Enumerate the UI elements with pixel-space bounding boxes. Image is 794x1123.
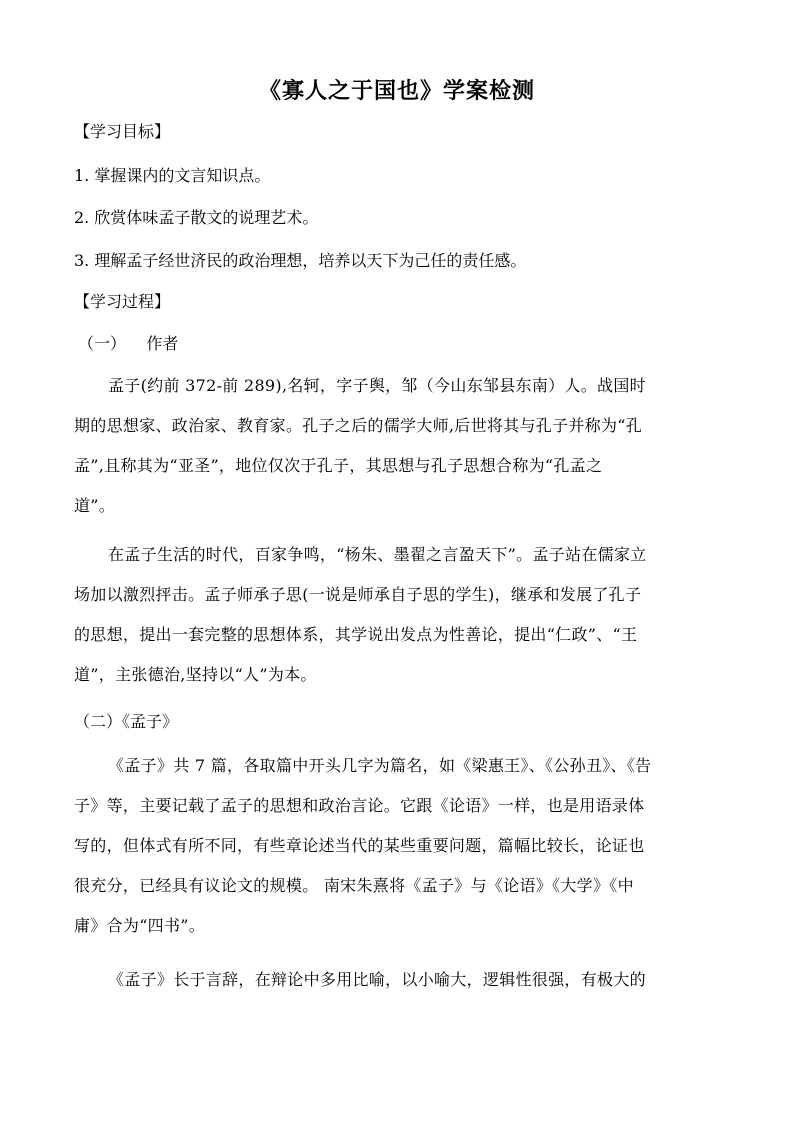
text-line: 的思想，提出一套完整的思想体系，其学说出发点为性善论，提出“仁政”、“王 — [74, 625, 638, 644]
objective-item-1: 1. 掌握课内的文言知识点。 — [74, 166, 271, 185]
section2-paragraph-1 — [74, 746, 722, 946]
objectives-heading: 【学习目标】 — [74, 122, 171, 141]
text-line: 场加以激烈抨击。孟子师承子思(一说是师承自子思的学生)，继承和发展了孔子 — [74, 585, 642, 604]
section2-paragraph-2 — [74, 960, 722, 1000]
process-heading: 【学习过程】 — [74, 292, 171, 311]
section1-heading: （一） 作者 — [78, 334, 179, 353]
objective-item-3: 3. 理解孟子经世济民的政治理想，培养以天下为己任的责任感。 — [74, 251, 527, 270]
text-line: 孟”,且称其为“亚圣”，地位仅次于孔子，其思想与孔子思想合称为“孔孟之 — [74, 456, 603, 475]
text-line: 在孟子生活的时代，百家争鸣，“杨朱、墨翟之言盈天下”。孟子站在儒家立 — [108, 545, 647, 564]
text-line: 《孟子》长于言辞，在辩论中多用比喻，以小喻大，逻辑性很强，有极大的 — [108, 970, 646, 989]
section2-heading: （二）《孟子》 — [74, 712, 179, 731]
text-line: 孟子(约前 372-前 289),名轲，字子舆，邹（今山东邹县东南）人。战国时 — [108, 376, 646, 395]
text-line: 很充分，已经具有议论文的规模。 南宋朱熹将《孟子》与《论语》《大学》《中 — [74, 876, 634, 895]
text-line: 期的思想家、政治家、教育家。孔子之后的儒学大师,后世将其与孔子并称为“孔 — [74, 416, 643, 435]
section1-paragraph-2 — [74, 535, 722, 695]
text-line: 子》等，主要记载了孟子的思想和政治言论。它跟《论语》一样，也是用语录体 — [74, 796, 645, 815]
objective-item-2: 2. 欣赏体味孟子散文的说理艺术。 — [74, 208, 319, 227]
text-line: 道”，主张德治,坚持以“人”为本。 — [74, 665, 317, 684]
text-line: 写的，但体式有所不同，有些章论述当代的某些重要问题，篇幅比较长，论证也 — [74, 836, 645, 855]
text-line: 庸》合为“四书”。 — [74, 916, 206, 935]
document-title: 《寡人之于国也》学案检测 — [258, 78, 535, 104]
text-line: 道”。 — [74, 496, 116, 515]
section1-paragraph-1 — [74, 366, 722, 526]
text-line: 《孟子》共 7 篇，各取篇中开头几字为篇名，如《梁惠王》、《公孙丑》、《告 — [108, 756, 652, 775]
